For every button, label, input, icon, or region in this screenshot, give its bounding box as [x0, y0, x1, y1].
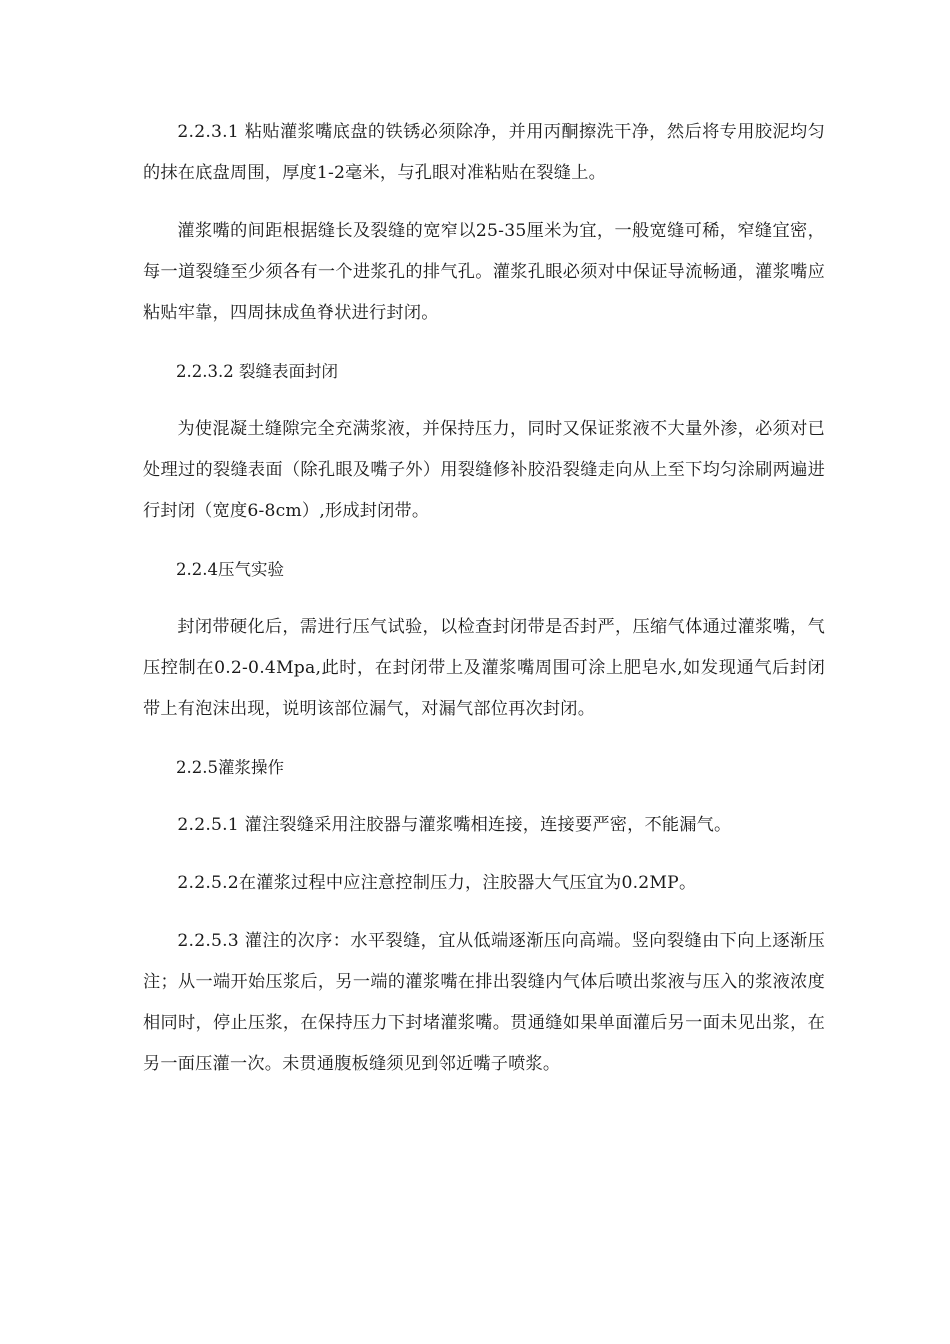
section-heading-2-2-4: 2.2.4压气实验 [176, 560, 284, 579]
paragraph-2-2-5-2: 2.2.5.2在灌浆过程中应注意控制压力，注胶器大气压宜为0.2MP。 [177, 873, 697, 893]
paragraph-2-2-3-1: 2.2.3.1 粘贴灌浆嘴底盘的铁锈必须除净，并用丙酮擦洗干净，然后将专用胶泥均匀的抹在底盘周围，厚度1-2毫米，与孔眼对准粘贴在裂缝上。 [143, 122, 825, 183]
paragraph-surface-sealing: 为使混凝土缝隙完全充满浆液，并保持压力，同时又保证浆液不大量外渗，必须对已处理过的裂缝表面（除孔眼及嘴子外）用裂缝修补胶沿裂缝走向从上至下均匀涂刷两遍进行封闭（宽度6-8cm）,形成封闭带。 [143, 419, 825, 521]
paragraph-2-2-5-3: 2.2.5.3 灌注的次序：水平裂缝，宜从低端逐渐压向高端。竖向裂缝由下向上逐渐压注；从一端开始压浆后，另一端的灌浆嘴在排出裂缝内气体后喷出浆液与压入的浆液浓度相同时，停止压浆，在保持压力下封堵灌浆嘴。贯通缝如果单面灌后另一面未见出浆，在另一面压灌一次。未贯通腹板缝须见到邻近嘴子喷浆。 [143, 931, 825, 1074]
paragraph-nozzle-spacing: 灌浆嘴的间距根据缝长及裂缝的宽窄以25-35厘米为宜，一般宽缝可稀，窄缝宜密，每一道裂缝至少须各有一个进浆孔的排气孔。灌浆孔眼必须对中保证导流畅通，灌浆嘴应粘贴牢靠，四周抹成鱼脊状进行封闭。 [143, 221, 825, 323]
section-heading-2-2-5: 2.2.5灌浆操作 [176, 758, 284, 777]
section-heading-2-2-3-2: 2.2.3.2 裂缝表面封闭 [176, 362, 338, 381]
paragraph-2-2-5-1: 2.2.5.1 灌注裂缝采用注胶器与灌浆嘴相连接，连接要严密，不能漏气。 [177, 815, 732, 835]
paragraph-pressure-test: 封闭带硬化后，需进行压气试验，以检查封闭带是否封严，压缩气体通过灌浆嘴，气压控制在0.2-0.4Mpa,此时，在封闭带上及灌浆嘴周围可涂上肥皂水,如发现通气后封闭带上有泡沫出现，说明该部位漏气，对漏气部位再次封闭。 [143, 617, 825, 719]
document-body [143, 112, 825, 1102]
